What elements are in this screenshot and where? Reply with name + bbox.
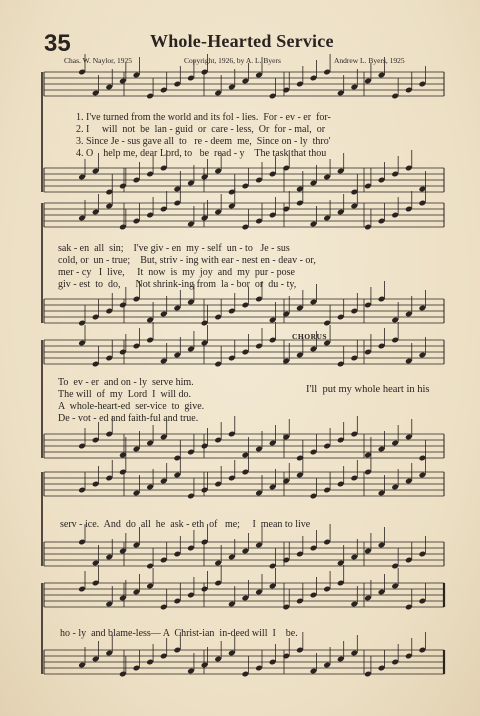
hymn-title: Whole-Hearted Service: [150, 31, 334, 51]
lyric-line-s2-v4: giv - est to do, Not shrink-ing from la - bor or du - ty,: [58, 279, 297, 290]
lyric-line-s2-v2: cold, or un - true; But, striv - ing with ear - nest en - deav - or,: [58, 255, 316, 266]
lyric-line-s4: serv - ice. And do all he ask - eth of me; I mean to live: [60, 519, 311, 530]
lyric-line-s1-v1: 1. I've turned from the world and its fol - lies. For - ev - er for-: [76, 112, 331, 123]
music-credit: Andrew L. Byers, 1925: [334, 56, 405, 65]
lyric-line-s1-v3: 3. Since Je - sus gave all to re - deem me, Since on - ly thro': [76, 136, 331, 147]
chorus-label: CHORUS: [292, 332, 328, 341]
lyric-line-s2-v3: mer - cy I live, It now is my joy and my pur - pose: [58, 267, 295, 278]
lyric-line-s3-v4: De - vot - ed and faith-ful and true.: [58, 413, 199, 424]
copyright-notice: Copyright, 1926, by A. L. Byers: [184, 56, 281, 65]
hymn-number: 35: [44, 30, 71, 57]
lyric-line-s3-v1: To ev - er and on - ly serve him.: [58, 377, 194, 388]
lyric-line-s1-v2: 2. I will not be lan - guid or care - less, Or for - mal, or: [76, 124, 326, 135]
lyric-line-s2-v1: sak - en all sin; I've giv - en my - self un - to Je - sus: [58, 243, 290, 254]
lyric-line-s5: ho - ly and blame-less— A Christ-ian in-deed will I be.: [60, 628, 298, 639]
staff-lines: [42, 72, 444, 674]
chorus-lyric-start: I'll put my whole heart in his: [306, 384, 430, 395]
words-credit: Chas. W. Naylor, 1925: [64, 56, 133, 65]
lyric-line-s3-v2: The will of my Lord I will do.: [58, 389, 192, 400]
lyric-line-s1-v4: 4. O help me, dear Lord, to be read - y The task that thou: [76, 148, 327, 159]
lyric-line-s3-v3: A whole-heart-ed ser-vice to give.: [58, 401, 205, 412]
